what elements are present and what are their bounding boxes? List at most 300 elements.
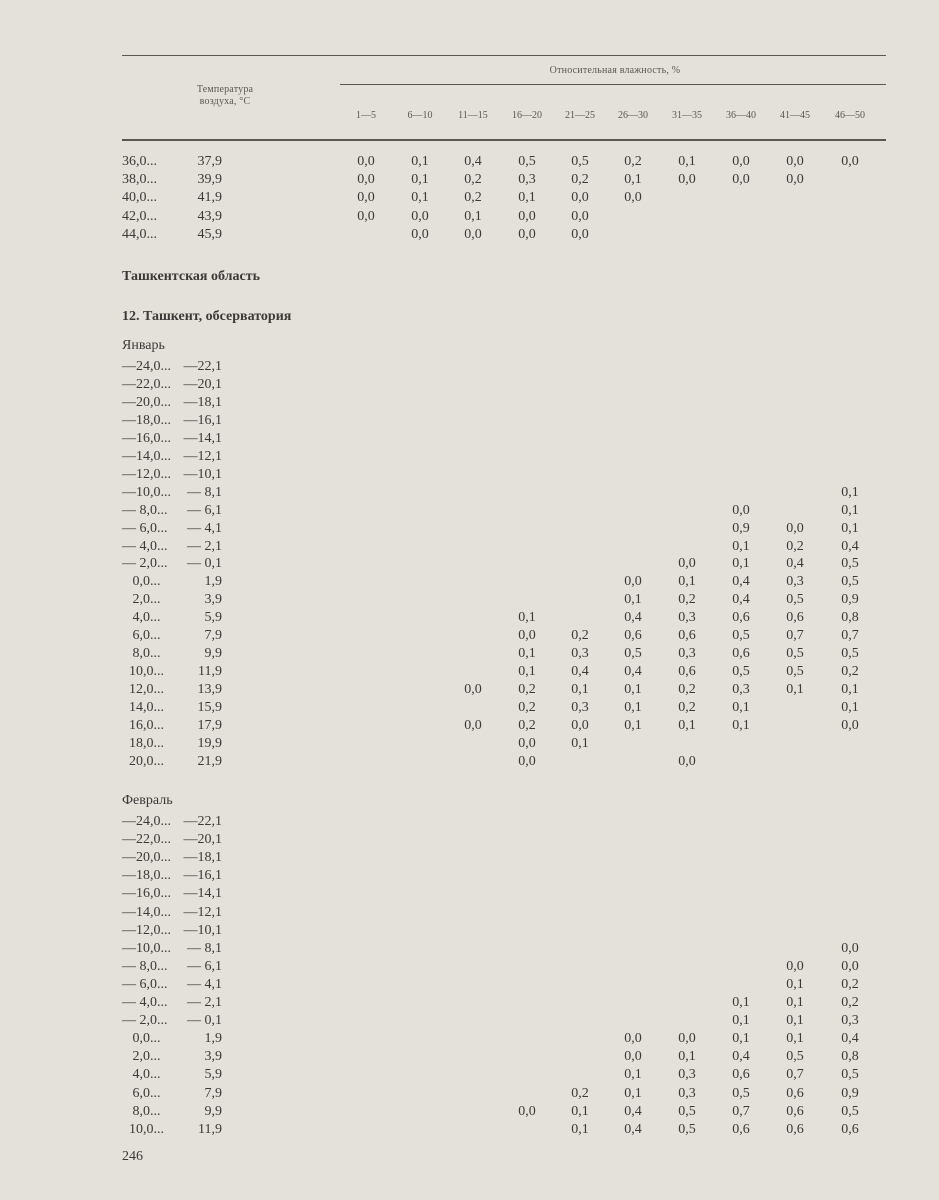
table-row <box>0 1030 939 1048</box>
table-cell: 0,0 <box>624 1031 642 1047</box>
temperature-to: 3,9 <box>204 1049 222 1065</box>
table-cell: 0,1 <box>518 664 536 680</box>
group-header: Относительная влажность, % <box>549 65 681 76</box>
table-cell: 0,0 <box>571 718 589 733</box>
table-row <box>0 958 939 976</box>
temperature-to: 21,9 <box>197 753 222 769</box>
table-cell: 0,6 <box>732 610 750 626</box>
temperature-from: 6,0... <box>122 1085 161 1101</box>
table-cell: 0,0 <box>841 718 859 733</box>
table-row <box>0 208 939 226</box>
temperature-from: —24,0... <box>122 814 171 829</box>
table-cell: 0,2 <box>841 995 859 1010</box>
table-cell: 0,8 <box>841 1049 859 1065</box>
table-cell: 0,1 <box>624 592 642 608</box>
temperature-to: —22,1 <box>183 814 222 829</box>
table-row <box>0 573 939 591</box>
temperature-to: — 4,1 <box>187 520 222 536</box>
table-row <box>0 538 939 556</box>
temperature-from: —10,0... <box>122 484 171 500</box>
temperature-to: — 4,1 <box>187 976 222 992</box>
table-row <box>0 717 939 735</box>
temperature-from: —18,0... <box>122 412 171 428</box>
table-cell: 0,5 <box>841 1067 859 1083</box>
table-cell: 0,6 <box>786 610 804 626</box>
table-row <box>0 1121 939 1139</box>
table-row <box>0 813 939 831</box>
region-heading: Ташкентская область <box>122 269 260 284</box>
table-cell: 0,0 <box>357 154 375 169</box>
table-cell: 0,0 <box>732 154 750 169</box>
table-cell: 0,0 <box>841 958 859 974</box>
table-row <box>0 681 939 699</box>
temperature-to: —10,1 <box>183 922 222 938</box>
table-cell: 0,1 <box>786 976 804 992</box>
table-cell: 0,1 <box>841 520 859 536</box>
table-cell: 0,9 <box>732 520 750 536</box>
temperature-to: 13,9 <box>197 682 222 698</box>
table-cell: 0,0 <box>786 172 804 188</box>
table-cell: 0,0 <box>571 208 589 224</box>
table-cell: 0,3 <box>841 1013 859 1029</box>
temperature-from: — 6,0... <box>122 520 168 536</box>
temperature-from: —18,0... <box>122 868 171 884</box>
table-row <box>0 885 939 903</box>
table-cell: 0,1 <box>732 1031 750 1047</box>
table-cell: 0,4 <box>464 154 482 169</box>
table-cell: 0,1 <box>624 682 642 698</box>
column-header: 16—20 <box>512 110 542 121</box>
table-cell: 0,0 <box>518 226 536 242</box>
table-cell: 0,1 <box>624 1085 642 1101</box>
table-cell: 0,6 <box>624 628 642 644</box>
table-cell: 0,3 <box>678 646 696 662</box>
table-cell: 0,2 <box>678 592 696 608</box>
table-cell: 0,1 <box>732 538 750 554</box>
table-cell: 0,1 <box>841 682 859 698</box>
table-cell: 0,5 <box>732 1085 750 1101</box>
table-cell: 0,1 <box>464 208 482 224</box>
table-cell: 0,6 <box>841 1121 859 1137</box>
table-cell: 0,1 <box>841 484 859 500</box>
table-cell: 0,1 <box>678 574 696 590</box>
table-row <box>0 976 939 994</box>
table-cell: 0,0 <box>786 154 804 169</box>
table-cell: 0,3 <box>571 700 589 716</box>
temperature-to: — 2,1 <box>187 995 222 1010</box>
table-cell: 0,0 <box>518 628 536 644</box>
temperature-from: 0,0... <box>122 1031 161 1047</box>
table-cell: 0,5 <box>678 1103 696 1119</box>
temperature-from: 8,0... <box>122 1103 161 1119</box>
table-cell: 0,0 <box>518 753 536 769</box>
table-row <box>0 591 939 609</box>
table-row <box>0 394 939 412</box>
table-cell: 0,7 <box>786 628 804 644</box>
table-cell: 0,0 <box>518 208 536 224</box>
table-row <box>0 376 939 394</box>
table-cell: 0,0 <box>678 753 696 769</box>
table-cell: 0,1 <box>624 718 642 733</box>
table-cell: 0,0 <box>841 154 859 169</box>
table-cell: 0,4 <box>732 574 750 590</box>
table-cell: 0,2 <box>678 682 696 698</box>
temperature-to: 43,9 <box>197 208 222 224</box>
temperature-from: — 4,0... <box>122 995 168 1010</box>
temperature-from: — 6,0... <box>122 976 168 992</box>
table-cell: 0,0 <box>411 226 429 242</box>
table-cell: 0,5 <box>786 664 804 680</box>
table-cell: 0,2 <box>518 682 536 698</box>
temperature-from: —12,0... <box>122 922 171 938</box>
table-row <box>0 867 939 885</box>
table-row <box>0 430 939 448</box>
temperature-from: 4,0... <box>122 610 161 626</box>
table-cell: 0,1 <box>571 1103 589 1119</box>
table-cell: 0,1 <box>786 1031 804 1047</box>
table-row <box>0 555 939 573</box>
temperature-from: 20,0... <box>122 753 164 769</box>
table-row <box>0 645 939 663</box>
table-cell: 0,1 <box>732 718 750 733</box>
temperature-from: 38,0... <box>122 172 157 188</box>
temperature-from: 8,0... <box>122 646 161 662</box>
row-header-line1: Температура <box>196 84 254 95</box>
table-cell: 0,2 <box>786 538 804 554</box>
temperature-to: 5,9 <box>204 1067 222 1083</box>
table-cell: 0,5 <box>732 628 750 644</box>
table-cell: 0,1 <box>786 1013 804 1029</box>
table-cell: 0,0 <box>624 574 642 590</box>
table-cell: 0,1 <box>732 700 750 716</box>
temperature-to: 19,9 <box>197 735 222 751</box>
table-cell: 0,3 <box>678 610 696 626</box>
table-row <box>0 466 939 484</box>
table-cell: 0,2 <box>464 172 482 188</box>
table-cell: 0,1 <box>678 154 696 169</box>
temperature-to: —16,1 <box>183 868 222 884</box>
table-cell: 0,0 <box>732 502 750 518</box>
top-rule <box>122 55 886 56</box>
table-row <box>0 940 939 958</box>
temperature-to: 9,9 <box>204 646 222 662</box>
column-header: 36—40 <box>726 110 756 121</box>
table-cell: 0,0 <box>357 208 375 224</box>
temperature-to: —16,1 <box>183 412 222 428</box>
table-cell: 0,5 <box>678 1121 696 1137</box>
table-cell: 0,1 <box>841 700 859 716</box>
table-cell: 0,0 <box>464 226 482 242</box>
table-cell: 0,1 <box>732 556 750 572</box>
temperature-to: 7,9 <box>204 628 222 644</box>
table-cell: 0,9 <box>841 592 859 608</box>
temperature-to: 5,9 <box>204 610 222 626</box>
table-cell: 0,5 <box>786 592 804 608</box>
temperature-from: 4,0... <box>122 1067 161 1083</box>
header-bottom-rule <box>122 139 886 141</box>
temperature-to: —12,1 <box>183 448 222 464</box>
temperature-from: —20,0... <box>122 394 171 410</box>
table-cell: 0,6 <box>732 1121 750 1137</box>
table-cell: 0,5 <box>841 556 859 572</box>
table-row <box>0 171 939 189</box>
temperature-from: —16,0... <box>122 430 171 446</box>
table-cell: 0,0 <box>518 1103 536 1119</box>
table-cell: 0,6 <box>678 628 696 644</box>
table-cell: 0,5 <box>841 1103 859 1119</box>
table-row <box>0 189 939 207</box>
temperature-to: — 0,1 <box>187 556 222 572</box>
temperature-from: — 2,0... <box>122 1013 168 1029</box>
temperature-to: 11,9 <box>198 1121 222 1137</box>
temperature-to: —20,1 <box>183 376 222 392</box>
column-header: 21—25 <box>565 110 595 121</box>
table-row <box>0 753 939 771</box>
table-cell: 0,1 <box>624 700 642 716</box>
temperature-from: 42,0... <box>122 208 157 224</box>
column-header: 1—5 <box>356 110 376 121</box>
table-cell: 0,0 <box>411 208 429 224</box>
column-header: 11—15 <box>458 110 488 121</box>
temperature-from: 18,0... <box>122 735 164 751</box>
table-cell: 0,4 <box>786 556 804 572</box>
page-number: 246 <box>122 1149 143 1164</box>
table-row <box>0 663 939 681</box>
temperature-to: — 6,1 <box>187 502 222 518</box>
temperature-to: — 0,1 <box>187 1013 222 1029</box>
february-heading: Февраль <box>122 793 173 808</box>
january-heading: Январь <box>122 338 165 353</box>
temperature-from: —14,0... <box>122 904 171 920</box>
table-cell: 0,1 <box>841 502 859 518</box>
table-row <box>0 904 939 922</box>
table-cell: 0,2 <box>841 976 859 992</box>
temperature-to: 39,9 <box>197 172 222 188</box>
temperature-from: 6,0... <box>122 628 161 644</box>
table-cell: 0,5 <box>786 646 804 662</box>
temperature-from: —22,0... <box>122 832 171 848</box>
temperature-to: 15,9 <box>197 700 222 716</box>
table-cell: 0,0 <box>357 172 375 188</box>
table-cell: 0,5 <box>841 646 859 662</box>
table-cell: 0,2 <box>518 718 536 733</box>
temperature-from: — 8,0... <box>122 958 168 974</box>
table-cell: 0,6 <box>786 1085 804 1101</box>
table-cell: 0,1 <box>678 718 696 733</box>
temperature-to: —12,1 <box>183 904 222 920</box>
row-header-line2: воздуха, °C <box>199 96 251 107</box>
table-cell: 0,4 <box>841 1031 859 1047</box>
table-cell: 0,2 <box>678 700 696 716</box>
table-cell: 0,2 <box>571 172 589 188</box>
table-cell: 0,4 <box>624 664 642 680</box>
table-cell: 0,5 <box>841 574 859 590</box>
table-cell: 0,5 <box>571 154 589 169</box>
temperature-to: —22,1 <box>183 359 222 374</box>
table-row <box>0 502 939 520</box>
table-cell: 0,0 <box>786 520 804 536</box>
table-cell: 0,0 <box>624 190 642 206</box>
table-row <box>0 1012 939 1030</box>
temperature-to: — 6,1 <box>187 958 222 974</box>
table-cell: 0,6 <box>732 1067 750 1083</box>
table-row <box>0 735 939 753</box>
table-cell: 0,0 <box>678 556 696 572</box>
table-cell: 0,1 <box>786 995 804 1010</box>
temperature-from: 2,0... <box>122 1049 161 1065</box>
table-row <box>0 609 939 627</box>
temperature-from: 40,0... <box>122 190 157 206</box>
table-cell: 0,4 <box>624 1103 642 1119</box>
temperature-to: —10,1 <box>183 466 222 482</box>
temperature-from: 0,0... <box>122 574 161 590</box>
table-cell: 0,1 <box>571 682 589 698</box>
table-cell: 0,0 <box>732 172 750 188</box>
table-cell: 0,1 <box>678 1049 696 1065</box>
temperature-to: 17,9 <box>197 718 222 733</box>
table-cell: 0,4 <box>732 592 750 608</box>
temperature-from: 16,0... <box>122 718 164 733</box>
table-cell: 0,1 <box>732 1013 750 1029</box>
table-cell: 0,6 <box>786 1121 804 1137</box>
table-cell: 0,3 <box>518 172 536 188</box>
table-cell: 0,7 <box>732 1103 750 1119</box>
table-cell: 0,2 <box>624 154 642 169</box>
temperature-to: —14,1 <box>183 886 222 902</box>
temperature-to: —20,1 <box>183 832 222 848</box>
table-cell: 0,0 <box>464 682 482 698</box>
temperature-to: 3,9 <box>204 592 222 608</box>
table-cell: 0,3 <box>678 1085 696 1101</box>
temperature-from: —12,0... <box>122 466 171 482</box>
table-cell: 0,1 <box>518 646 536 662</box>
table-cell: 0,0 <box>624 1049 642 1065</box>
table-row <box>0 412 939 430</box>
table-cell: 0,4 <box>732 1049 750 1065</box>
table-row <box>0 849 939 867</box>
table-cell: 0,2 <box>571 1085 589 1101</box>
table-cell: 0,6 <box>732 646 750 662</box>
column-header: 31—35 <box>672 110 702 121</box>
table-row <box>0 153 939 171</box>
table-cell: 0,1 <box>571 735 589 751</box>
temperature-to: 45,9 <box>197 226 222 242</box>
table-cell: 0,2 <box>464 190 482 206</box>
table-cell: 0,4 <box>841 538 859 554</box>
table-row <box>0 994 939 1012</box>
row-header <box>170 84 280 108</box>
temperature-to: 11,9 <box>198 664 222 680</box>
temperature-from: — 2,0... <box>122 556 168 572</box>
table-cell: 0,4 <box>624 610 642 626</box>
table-row <box>0 922 939 940</box>
temperature-from: 10,0... <box>122 1121 164 1137</box>
table-cell: 0,7 <box>841 628 859 644</box>
table-cell: 0,6 <box>678 664 696 680</box>
table-cell: 0,0 <box>841 940 859 956</box>
table-cell: 0,0 <box>678 172 696 188</box>
temperature-to: —14,1 <box>183 430 222 446</box>
table-cell: 0,1 <box>624 172 642 188</box>
temperature-from: — 8,0... <box>122 502 168 518</box>
table-cell: 0,6 <box>786 1103 804 1119</box>
temperature-from: —24,0... <box>122 359 171 374</box>
table-cell: 0,5 <box>624 646 642 662</box>
table-row <box>0 358 939 376</box>
table-cell: 0,3 <box>571 646 589 662</box>
table-row <box>0 1048 939 1066</box>
table-cell: 0,1 <box>518 190 536 206</box>
table-cell: 0,1 <box>786 682 804 698</box>
table-row <box>0 627 939 645</box>
table-cell: 0,1 <box>624 1067 642 1083</box>
table-row <box>0 484 939 502</box>
table-row <box>0 699 939 717</box>
table-row <box>0 831 939 849</box>
group-header-rule <box>340 84 886 85</box>
temperature-to: 1,9 <box>204 574 222 590</box>
table-cell: 0,9 <box>841 1085 859 1101</box>
column-header: 41—45 <box>780 110 810 121</box>
table-cell: 0,3 <box>786 574 804 590</box>
table-cell: 0,0 <box>571 190 589 206</box>
table-cell: 0,5 <box>786 1049 804 1065</box>
table-cell: 0,4 <box>624 1121 642 1137</box>
temperature-from: —14,0... <box>122 448 171 464</box>
temperature-from: —10,0... <box>122 940 171 956</box>
temperature-from: —16,0... <box>122 886 171 902</box>
table-cell: 0,1 <box>411 172 429 188</box>
table-cell: 0,1 <box>518 610 536 626</box>
table-cell: 0,1 <box>732 995 750 1010</box>
column-header: 46—50 <box>835 110 865 121</box>
table-cell: 0,3 <box>732 682 750 698</box>
temperature-to: 37,9 <box>197 154 222 169</box>
temperature-to: 41,9 <box>197 190 222 206</box>
table-row <box>0 1085 939 1103</box>
temperature-to: — 8,1 <box>187 484 222 500</box>
station-heading: 12. Ташкент, обсерватория <box>122 309 292 324</box>
table-cell: 0,4 <box>571 664 589 680</box>
table-row <box>0 520 939 538</box>
temperature-to: 7,9 <box>204 1085 222 1101</box>
temperature-to: — 8,1 <box>187 940 222 956</box>
table-cell: 0,0 <box>464 718 482 733</box>
table-cell: 0,1 <box>411 190 429 206</box>
table-cell: 0,8 <box>841 610 859 626</box>
table-cell: 0,2 <box>518 700 536 716</box>
temperature-to: —18,1 <box>183 850 222 866</box>
temperature-from: 2,0... <box>122 592 161 608</box>
table-cell: 0,5 <box>518 154 536 169</box>
table-row <box>0 1066 939 1084</box>
table-cell: 0,2 <box>571 628 589 644</box>
table-row <box>0 1103 939 1121</box>
temperature-from: 12,0... <box>122 682 164 698</box>
temperature-from: 36,0... <box>122 154 157 169</box>
table-row <box>0 226 939 244</box>
table-cell: 0,5 <box>732 664 750 680</box>
table-cell: 0,0 <box>786 958 804 974</box>
table-cell: 0,1 <box>411 154 429 169</box>
column-header: 26—30 <box>618 110 648 121</box>
temperature-from: 10,0... <box>122 664 164 680</box>
table-cell: 0,0 <box>357 190 375 206</box>
column-header: 6—10 <box>407 110 433 121</box>
temperature-to: 1,9 <box>204 1031 222 1047</box>
temperature-from: 14,0... <box>122 700 164 716</box>
temperature-to: —18,1 <box>183 394 222 410</box>
